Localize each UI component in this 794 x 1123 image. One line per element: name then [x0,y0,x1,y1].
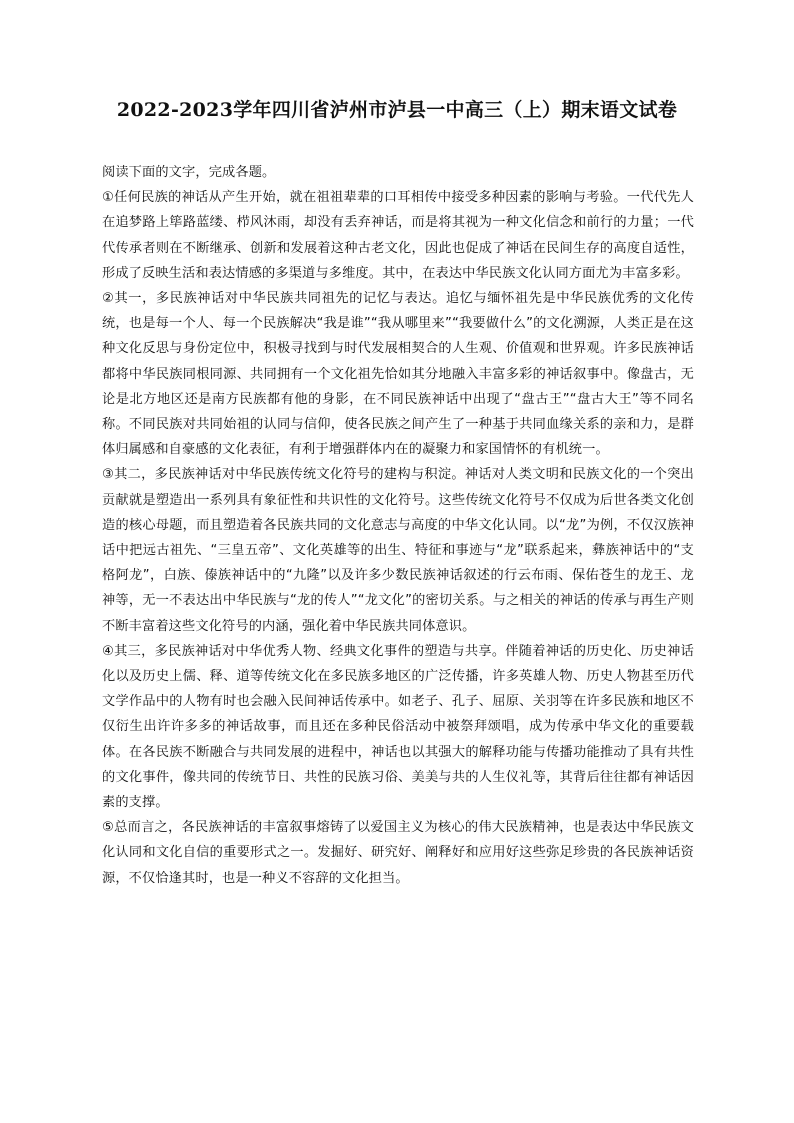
paragraph-5: ⑤总而言之，各民族神话的丰富叙事熔铸了以爱国主义为核心的伟大民族精神，也是表达中华民族文化认同和文化自信的重要形式之一。发掘好、研究好、阐释好和应用好这些弥足珍贵的各民族神话资源，不仅恰逢其时，也是一种义不容辞的文化担当。 [102,820,694,886]
paragraph-4: ④其三，多民族神话对中华优秀人物、经典文化事件的塑造与共享。伴随着神话的历史化、历史神话化以及历史上儒、释、道等传统文化在多民族多地区的广泛传播，许多英雄人物、历史人物甚至历代文学作品中的人物有时也会融入民间神话传承中。如老子、孔子、屈原、关羽等在许多民族和地区不仅衍生出许许多多的神话故事，而且还在多种民俗活动中被祭拜颂唱，成为传承中华文化的重要载体。在各民族不断融合与共同发展的进程中，神话也以其强大的解释功能与传播功能推动了具有共性的文化事件，像共同的传统节日、共性的民族习俗、美美与共的人生仪礼等，其背后往往都有神话因素的支撑。 [102,643,694,811]
document-title: 2022-2023学年四川省泸州市泸县一中高三（上）期末语文试卷 [116,99,678,121]
paragraph-1: ①任何民族的神话从产生开始，就在祖祖辈辈的口耳相传中接受多种因素的影响与考验。一代代先人在追梦路上筚路蓝缕、栉风沐雨，却没有丢弃神话，而是将其视为一种文化信念和前行的力量；一代代传承者则在不断继承、创新和发展着这种古老文化，因此也促成了神话在民间生存的高度自适性，形成了反映生活和表达情感的多渠道与多维度。其中，在表达中华民族文化认同方面尤为丰富多彩。 [102,190,694,281]
paragraph-2: ②其一，多民族神话对中华民族共同祖先的记忆与表达。追忆与缅怀祖先是中华民族优秀的文化传统，也是每一个人、每一个民族解决“我是谁”“我从哪里来”“我要做什么”的文化溯源，人类正是在这种文化反思与身份定位中，积极寻找到与时代发展相契合的人生观、价值观和世界观。许多民族神话都将中华民族同根同源、共同拥有一个文化祖先恰如其分地融入丰富多彩的神话叙事中。像盘古，无论是北方地区还是南方民族都有他的身影，在不同民族神话中出现了“盘古王”“盘古大王”等不同名称。不同民族对共同始祖的认同与信仰，使各民族之间产生了一种基于共同血缘关系的亲和力，是群体归属感和自豪感的文化表征，有利于增强群体内在的凝聚力和家国情怀的有机统一。 [102,291,694,458]
reading-passage [102,160,694,891]
paragraph-3: ③其二，多民族神话对中华民族传统文化符号的建构与积淀。神话对人类文明和民族文化的一个突出贡献就是塑造出一系列具有象征性和共识性的文化符号。这些传统文化符号不仅成为后世各类文化创造的核心母题，而且塑造着各民族共同的文化意志与高度的中华文化认同。以“龙”为例，不仅汉族神话中把远古祖先、“三皇五帝”、文化英雄等的出生、特征和事迹与“龙”联系起来，彝族神话中的“支格阿龙”，白族、傣族神话中的“九隆”以及许多少数民族神话叙述的行云布雨、保佑苍生的龙王、龙神等，无一不表达出中华民族与“龙的传人”“龙文化”的密切关系。与之相关的神话的传承与再生产则不断丰富着这些文化符号的内涵，强化着中华民族共同体意识。 [102,467,694,634]
instruction-text: 阅读下面的文字，完成各题。 [102,165,276,180]
